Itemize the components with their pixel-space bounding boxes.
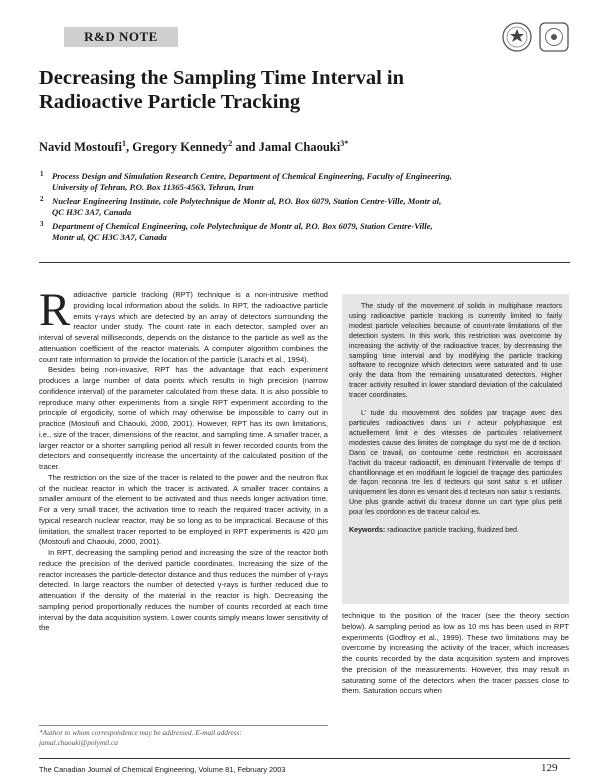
affiliation-line: University of Tehran, P.O. Box 11365-4563, Tehran, Iran <box>52 182 254 192</box>
body-right-column <box>342 611 569 697</box>
drop-cap: R <box>39 284 71 336</box>
footnote-email: jamal.chaouki@polymtl.ca <box>39 737 118 747</box>
body-paragraph: Besides being non-invasive, RPT has the advantage that each experiment produces a large number of data points which results in high precision (narrow confidence interval) of the parameter calculated from these data. It is also possible to reproduce many other experiments from a single RPT experiment according to the principle of ergodicity, some of which may otherwise be impossible to carry out in practice (Mostoufi and Chaouki, 2000, 2001). However, RPT has its own limitations, i.e., size of the tracer, dimensions of the reactor, and sampling time. A smaller tracer, a larger reactor or a shorter sampling period all result in fewer recorded counts from the detectors and consequently increase the uncertainty of the calculated position of the tracer. <box>39 365 328 471</box>
header-divider <box>39 262 570 263</box>
paragraph-text: adioactive particle tracking (RPT) technique is a non-intrusive method providing local information about the solids. In RPT, the radioactive particle emits γ-rays which are detected by an array of detectors surrounding the reactor under study. The count rate in each detector, sampled over an interval of several milliseconds, depends on the distance to the particle as well as the attenuation coefficient of the reactor materials. A computer algorithm combines the count rate information to provide the location of the particle (Larachi et al., 1994). <box>39 290 328 364</box>
abstract-box <box>342 294 569 604</box>
correspondence-footnote <box>39 728 328 747</box>
author-name: Jamal Chaouki <box>258 140 341 155</box>
keywords-text: radioactive particle tracking, fluidized bed. <box>387 526 519 535</box>
body-left-column <box>39 284 328 634</box>
affiliation-line: Montr al, QC H3C 3A7, Canada <box>52 232 167 242</box>
title-line: Decreasing the Sampling Time Interval in <box>39 67 405 89</box>
affiliation-line: Department of Chemical Engineering, cole Polytechnique de Montr al, P.O. Box 6079, Station Centre-Ville, <box>52 221 433 231</box>
footnote-line: *Author to whom correspondence may be addressed. E-mail address: <box>39 728 242 737</box>
author-affiliation-mark: 1 <box>122 139 126 148</box>
section-tag: R&D NOTE <box>64 27 178 47</box>
affiliation-number: 2 <box>40 195 44 203</box>
author-separator: , <box>126 140 133 155</box>
affiliation-line: Process Design and Simulation Research Centre, Department of Chemical Engineering, Faculty of Engineering, <box>52 171 452 181</box>
body-paragraph: In RPT, decreasing the sampling period and increasing the size of the reactor both reduce the precision of the derived particle coordinates. Increasing the size of the reactor increases the particle-detector distance and thus reduces the number of γ-rays detected. In large reactors the number of detected γ-rays is further reduced due to attenuation if the density of the material in the reactor is high. Decreasing the sampling period proportionally reduces the number of counts recorded at each time interval by the data acquisition system. Lower counts simply means lower sensitivity of the <box>39 548 328 633</box>
affiliation-number: 3 <box>40 220 44 228</box>
footer-divider <box>39 758 570 759</box>
title-line: Radioactive Particle Tracking <box>39 91 301 113</box>
affiliation-list <box>39 171 569 246</box>
author-name: Navid Mostoufi <box>39 140 122 155</box>
keywords <box>349 526 562 536</box>
journal-seal-icons <box>500 20 572 54</box>
author-affiliation-mark: 3* <box>340 139 349 148</box>
page-number: 129 <box>541 762 558 774</box>
affiliation-line: QC H3C 3A7, Canada <box>52 207 132 217</box>
keywords-label: Keywords: <box>349 526 386 535</box>
affiliation <box>39 171 569 193</box>
abstract-english: The study of the movement of solids in multiphase reactors using radioactive particle tracking is currently limited to fairly modest particle velocities because of count-rate limitations of the detection system. In this work, this restriction was overcome by increasing the activity of the radioactive tracer, by decreasing the sampling time interval and by modifying the particle tracking software to recognize which detectors were saturated and to use only the data from the remaining unsaturated detectors. Higher tracer activity resulted in lower standard deviation of the calculated tracer coordinates. <box>349 302 562 400</box>
affiliation <box>39 221 569 243</box>
author-list <box>39 139 348 155</box>
author-name: Gregory Kennedy <box>132 140 229 155</box>
abstract-french: L’ tude du mouvement des solides par traçage avec des particules radioactives dans un r acteur polyphasique est actuellement limit e des vitesses de particules relativement modestes cause des limites de comptage du syst me de d tection. Dans ce travail, on contourne cette restriction en accroissant l’activit du traceur radioactif, en diminuant l’intervalle de temps d’ chantillonnage et en modifiant le logiciel de traçage des particules de façon reconna tre les d tecteurs qui sont satur s et utiliser uniquement les donn es venant des d tecteurs non satur s restants. Une plus grande activit du traceur donne un cart type plus petit pour les coordonn es de traceur calcul es. <box>349 409 562 517</box>
footnote-divider <box>39 725 328 726</box>
affiliation-number: 1 <box>40 170 44 178</box>
affiliation <box>39 196 569 218</box>
journal-citation: The Canadian Journal of Chemical Engineering, Volume 81, February 2003 <box>39 765 286 774</box>
author-separator: and <box>232 140 259 155</box>
affiliation-line: Nuclear Engineering Institute, cole Polytechnique de Montr al, P.O. Box 6079, Station Centre-Ville, Montr al, <box>52 196 442 206</box>
author-affiliation-mark: 2 <box>228 139 233 148</box>
paper-title <box>39 66 509 114</box>
body-paragraph: technique to the position of the tracer (see the theory section below). A sampling period as low as 10 ms has been used in RPT experiments (Godfroy et al., 1999). These two limitations may be overcome by increasing the activity of the tracer, which increases the counts recorded by the data acquisition system and improves the precision of the measurements. However, this may result in saturating some of the detectors when the tracer passes close to them. Saturation occurs when <box>342 611 569 696</box>
cse-seal-icon <box>503 23 531 51</box>
cic-seal-icon <box>540 23 568 51</box>
body-paragraph <box>39 284 328 365</box>
body-paragraph: The restriction on the size of the tracer is related to the power and the neutron flux of the nuclear reactor in which the tracer is activated. A smaller tracer contains a smaller amount of the element to be activated and thus needs longer activation time. For a very small tracer, the activation time to reach the required tracer activity, in a typical research nuclear reactor, may be so long as to be impractical. Because of this limitation, the smallest tracer reported to be employed in RPT experiments is 420 µm (Mostoufi and Chaouki, 2000, 2001). <box>39 472 328 547</box>
